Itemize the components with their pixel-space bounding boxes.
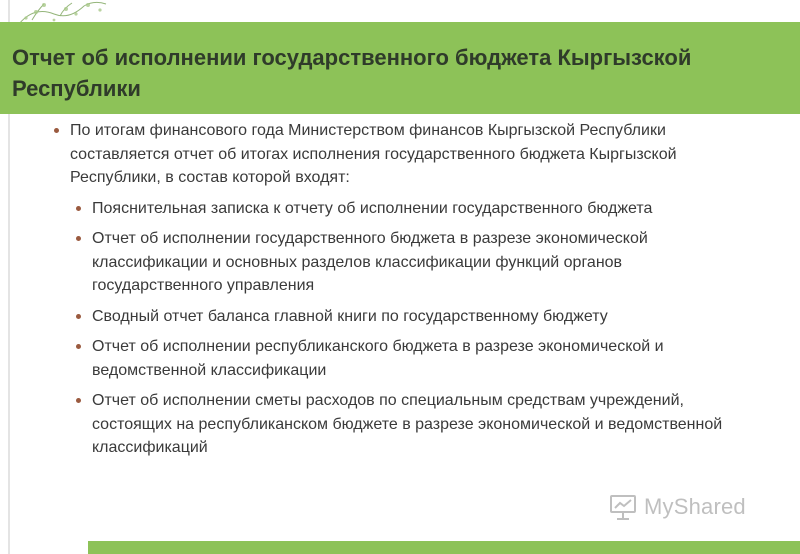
watermark [608,493,746,521]
watermark-text: MyShared [644,494,746,519]
intro-text: По итогам финансового года Министерством финансов Кыргызской Республики составляется отчет об итогах исполнения государственного бюджета Кыргызской Республики, в состав которой входят: [70,122,677,186]
slide-title: Отчет об исполнении государственного бюджета Кыргызской Республики [12,45,692,101]
list-item-text: Отчет об исполнении республиканского бюджета в разрезе экономической и ведомственной классификации [92,338,664,379]
list-item-text: Сводный отчет баланса главной книги по государственному бюджету [92,307,608,325]
list-item-text: Отчет об исполнении сметы расходов по специальным средствам учреждений, состоящих на республиканском бюджете в разрезе экономической и ведомственной классификаций [92,392,723,456]
bullet-icon [76,344,81,349]
bullet-icon [54,128,59,133]
list-item-text: Пояснительная записка к отчету об исполнении государственного бюджета [92,199,653,217]
bullet-icon [76,398,81,403]
list-item [52,227,752,298]
list-item [52,389,752,460]
list-item-text: Отчет об исполнении государственного бюджета в разрезе экономической классификации и основных разделов классификации функций органов государственного управления [92,230,648,294]
intro-bullet [52,119,752,190]
bullet-icon [76,206,81,211]
footer-bar [88,541,800,554]
presentation-board-icon [608,493,638,521]
slide-content [52,119,752,460]
bullet-icon [76,236,81,241]
bullet-icon [76,314,81,319]
list-item [52,305,752,329]
list-item [52,335,752,382]
list-item [52,197,752,221]
